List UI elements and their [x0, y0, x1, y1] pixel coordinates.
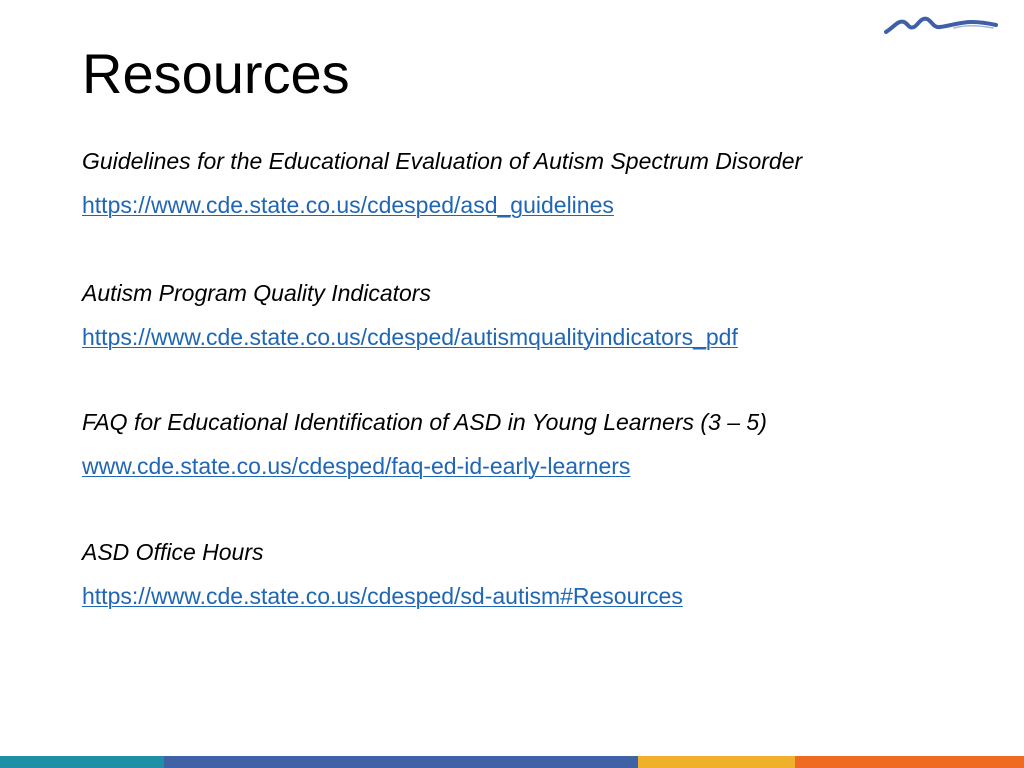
- footer-segment-teal: [0, 756, 164, 768]
- quality-indicators-link[interactable]: https://www.cde.state.co.us/cdesped/autismqualityindicators_pdf: [82, 324, 738, 350]
- resource-title-quality-indicators: Autism Program Quality Indicators: [82, 280, 431, 306]
- footer-segment-orange: [795, 756, 1024, 768]
- footer-segment-yellow: [638, 756, 795, 768]
- footer-segment-blue: [164, 756, 638, 768]
- resource-title-office-hours: ASD Office Hours: [82, 539, 264, 565]
- page-title: Resources: [82, 42, 350, 105]
- resource-title-asd-guidelines: Guidelines for the Educational Evaluation of Autism Spectrum Disorder: [82, 148, 803, 174]
- office-hours-link[interactable]: https://www.cde.state.co.us/cdesped/sd-autism#Resources: [82, 583, 683, 609]
- resource-title-faq: FAQ for Educational Identification of ASD in Young Learners (3 – 5): [82, 409, 767, 435]
- faq-link[interactable]: www.cde.state.co.us/cdesped/faq-ed-id-early-learners: [82, 453, 631, 479]
- resource-list: [82, 0, 982, 768]
- footer-color-bar: [0, 756, 1024, 768]
- asd-guidelines-link[interactable]: https://www.cde.state.co.us/cdesped/asd_guidelines: [82, 192, 614, 218]
